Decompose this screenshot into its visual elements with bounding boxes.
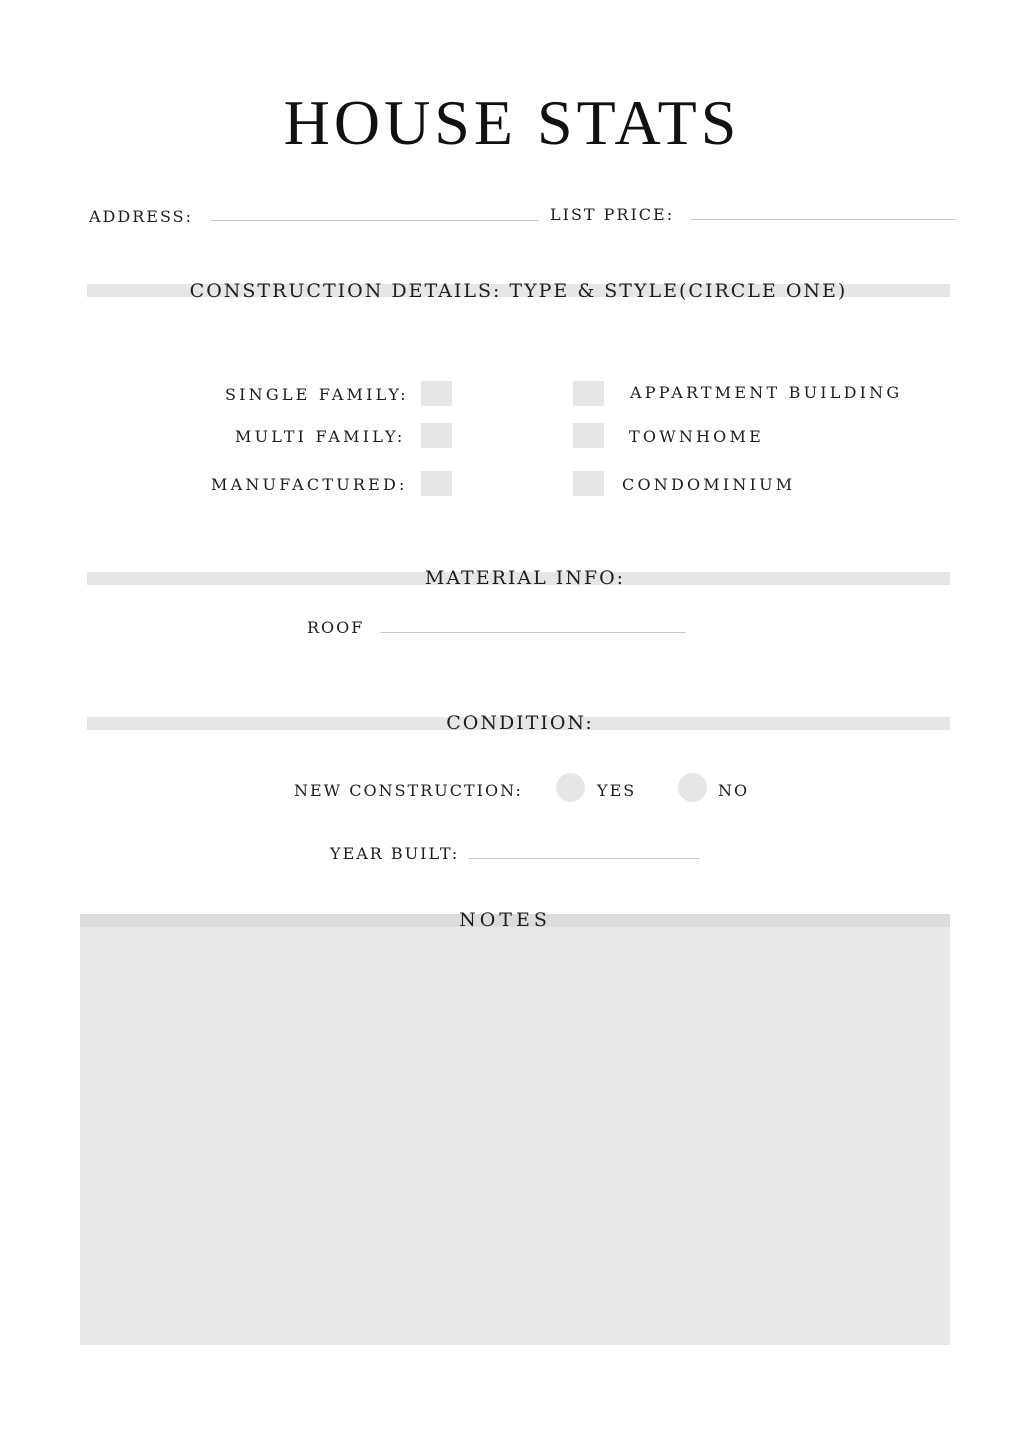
manufactured-checkbox[interactable] [421, 471, 452, 496]
yes-radio[interactable] [556, 773, 585, 802]
page-title: HOUSE STATS [283, 87, 741, 158]
multi-family-checkbox[interactable] [421, 423, 452, 448]
new-construction-label: NEW CONSTRUCTION: [294, 781, 523, 800]
option-manufactured-label: MANUFACTURED: [211, 475, 408, 494]
material-heading: MATERIAL INFO: [424, 567, 626, 589]
notes-heading: NOTES [459, 909, 551, 931]
apartment-building-checkbox[interactable] [573, 381, 604, 406]
construction-heading: CONSTRUCTION DETAILS: TYPE & STYLE(CIRCLE ONE) [189, 280, 848, 302]
roof-label: ROOF [307, 618, 365, 637]
address-label: ADDRESS: [89, 207, 193, 226]
address-field[interactable] [211, 220, 538, 221]
option-single-family-label: SINGLE FAMILY: [225, 385, 409, 404]
option-apartment-building-label: APPARTMENT BUILDING [630, 383, 903, 402]
no-label: NO [718, 781, 750, 800]
notes-area[interactable] [80, 914, 950, 1345]
year-built-label: YEAR BUILT: [330, 844, 460, 863]
yes-label: YES [597, 781, 637, 800]
no-radio[interactable] [678, 773, 707, 802]
single-family-checkbox[interactable] [421, 381, 452, 406]
option-townhome-label: TOWNHOME [629, 427, 764, 446]
condominium-checkbox[interactable] [573, 471, 604, 496]
option-condominium-label: CONDOMINIUM [622, 475, 796, 494]
list-price-field[interactable] [691, 219, 956, 220]
year-built-field[interactable] [468, 858, 700, 859]
condition-heading: CONDITION: [446, 712, 594, 734]
roof-field[interactable] [380, 632, 686, 633]
option-multi-family-label: MULTI FAMILY: [235, 427, 406, 446]
list-price-label: LIST PRICE: [550, 205, 675, 224]
townhome-checkbox[interactable] [573, 423, 604, 448]
